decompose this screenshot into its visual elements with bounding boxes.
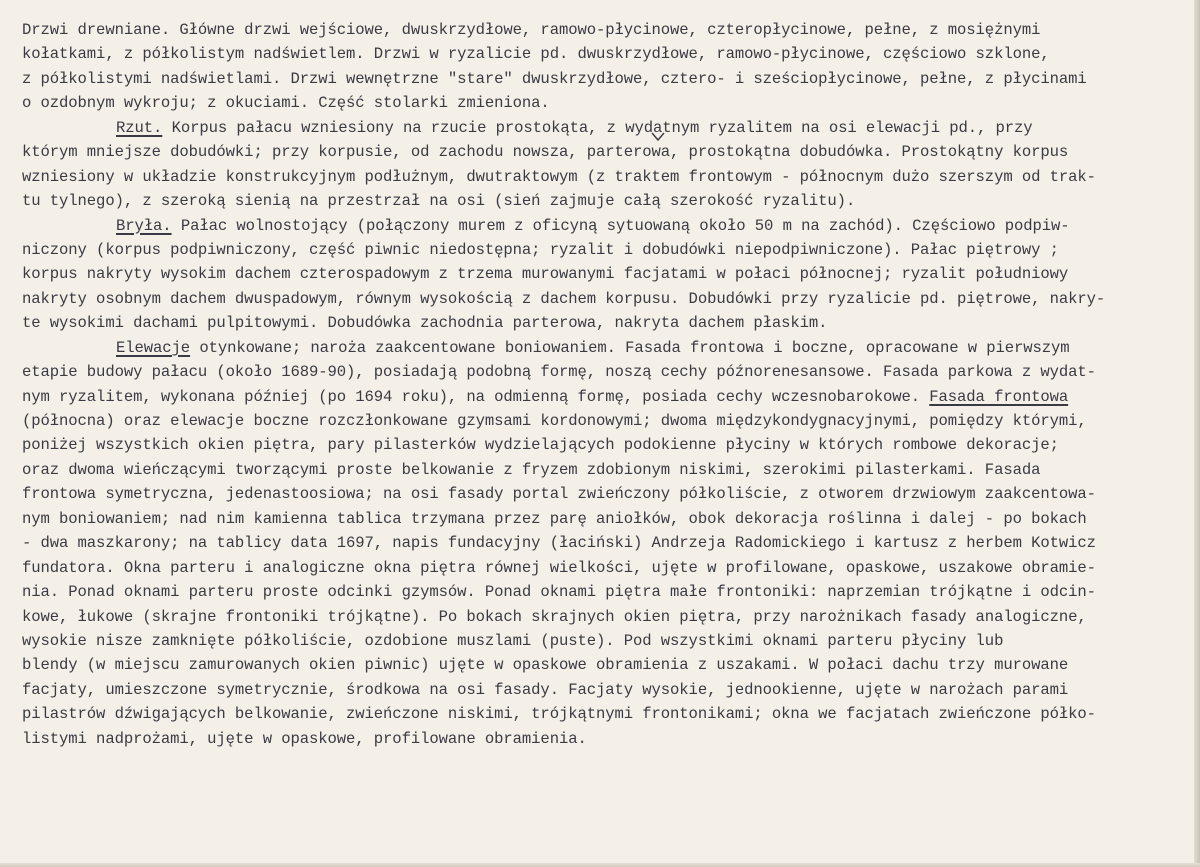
text-line: facjaty, umieszczone symetrycznie, środkowa na osi fasady. Facjaty wysokie, jednookienne, ujęte w narożach parami	[22, 680, 1069, 699]
subheading-fasada-frontowa: Fasada frontowa	[929, 387, 1069, 406]
text-line: te wysokimi dachami pulpitowymi. Dobudówka zachodnia parterowa, nakryta dachem płaskim.	[22, 314, 828, 333]
text-line: fundatora. Okna parteru i analogiczne okna piętra równej wielkości, ujęte w profilowane, opaskowe, uszakowe obramie-	[22, 558, 1096, 577]
text-line: którym mniejsze dobudówki; przy korpusie, od zachodu nowsza, parterowa, prostokątna dobudówka. Prostokątny korpus	[22, 143, 1069, 162]
text-fragment: otynkowane; naroża zaakcentowane boniowaniem. Fasada frontowa i boczne, opracowane w pierwszym	[190, 338, 1070, 357]
text-line: kołatkami, z półkolistym nadświetlem. Drzwi w ryzalicie pd. dwuskrzydłowe, ramowo-płycinowe, częściowo szklone,	[22, 45, 1050, 64]
text-line: wysokie nisze zamknięte półkoliście, ozdobione muszlami (puste). Pod wszystkimi oknami parteru płyciny lub	[22, 631, 1004, 650]
card-edge-shadow	[1194, 0, 1200, 867]
section-heading-elewacje: Elewacje	[116, 338, 191, 357]
text-line: Drzwi drewniane. Główne drzwi wejściowe, dwuskrzydłowe, ramowo-płycinowe, czteropłycinowe, pełne, z mosiężnymi	[22, 21, 1041, 39]
section-heading-rzut: Rzut.	[116, 118, 163, 137]
text-line: niczony (korpus podpiwniczony, część piwnic niedostępna; ryzalit i dobudówki niepodpiwniczone). Pałac piętrowy ;	[22, 240, 1059, 259]
text-line: nym boniowaniem; nad nim kamienna tablica trzymana przez parę aniołków, obok dekoracja roślinna i dalej - po bokach	[22, 509, 1087, 528]
section-elewacje-line	[22, 336, 1194, 360]
text-line: (północna) oraz elewacje boczne rozczłonkowane gzymsami kordonowymi; dwoma międzykondygnacyjnymi, pomiędzy którymi,	[22, 412, 1087, 430]
text-line: oraz dwoma wieńczącymi tworzącymi proste belkowanie z fryzem zdobionym niskimi, szerokimi pilasterkami. Fasada	[22, 460, 1041, 479]
text-line: - dwa maszkarony; na tablicy data 1697, napis fundacyjny (łaciński) Andrzeja Radomickiego i kartusz z herbem Kotwicz	[22, 534, 1096, 553]
text-line: nia. Ponad oknami parteru proste odcinki gzymsów. Ponad oknami piętra małe frontoniki: naprzemian trójkątne i odcin-	[22, 583, 1096, 602]
text-line: blendy (w miejscu zamurowanych okien piwnic) ujęte w opaskowe obramienia z uszakami. W połaci dachu trzy murowane	[22, 656, 1069, 675]
text-line-with-heading	[22, 385, 1194, 409]
section-heading-bryla: Bryła.	[116, 216, 172, 235]
text-line: nakryty osobnym dachem dwuspadowym, równym wysokością z dachem korpusu. Dobudówki przy ryzalicie pd. piętrowe, nakry-	[22, 289, 1106, 308]
text-line: listymi nadprożami, ujęte w opaskowe, profilowane obramienia.	[22, 729, 587, 748]
text-fragment: nym ryzalitem, wykonana później (po 1694 roku), na odmienną formę, posiada cechy wczesnobarokowe.	[22, 387, 930, 406]
text-line: poniżej wszystkich okien piętra, pary pilasterków wydzielających podokienne płyciny w których rombowe dekoracje;	[22, 436, 1059, 455]
text-line: korpus nakryty wysokim dachem czterospadowym z trzema murowanymi facjatami w połaci północnej; ryzalit południowy	[22, 265, 1069, 284]
text-line: kowe, łukowe (skrajne frontoniki trójkątne). Po bokach skrajnych okien piętra, przy narożnikach fasady analogiczne,	[22, 607, 1087, 626]
text-line: o ozdobnym wykroju; z okuciami. Część stolarki zmieniona.	[22, 94, 550, 113]
text-line: etapie budowy pałacu (około 1689-90), posiadają podobną formę, noszą cechy późnorenesansowe. Fasada parkowa z wydat-	[22, 363, 1096, 382]
handwritten-caret-mark	[651, 132, 665, 142]
text-line: frontowa symetryczna, jedenastoosiowa; na osi fasady portal zwieńczony półkoliście, z otworem drzwiowym zaakcentowa-	[22, 485, 1096, 504]
section-rzut-line	[22, 116, 1194, 140]
text-line: z półkolistymi nadświetlami. Drzwi wewnętrzne "stare" dwuskrzydłowe, cztero- i sześciopłycinowe, pełne, z płycinami	[22, 69, 1087, 88]
text-fragment: Pałac wolnostojący (połączony murem z oficyną sytuowaną około 50 m na zachód). Częściowo podpiw-	[180, 216, 1070, 235]
section-bryla-line	[22, 214, 1194, 238]
text-line: tu tylnego), z szeroką sienią na przestrzał na osi (sień zajmuje całą szerokość ryzalitu).	[22, 192, 856, 211]
text-fragment: Korpus pałacu wzniesiony na rzucie prostokąta, z wydatnym ryzalitem na osi elewacji pd., przy	[171, 118, 1033, 137]
text-line: wzniesiony w układzie konstrukcyjnym podłużnym, dwutraktowym (z traktem frontowym - północnym dużo szerszym od trak-	[22, 167, 1096, 186]
typewritten-text	[22, 18, 1194, 751]
text-line: pilastrów dźwigających belkowanie, zwieńczone niskimi, trójkątnymi frontonikami; okna we facjatach zwieńczone półko-	[22, 705, 1096, 724]
card-bottom-edge	[0, 863, 1200, 867]
